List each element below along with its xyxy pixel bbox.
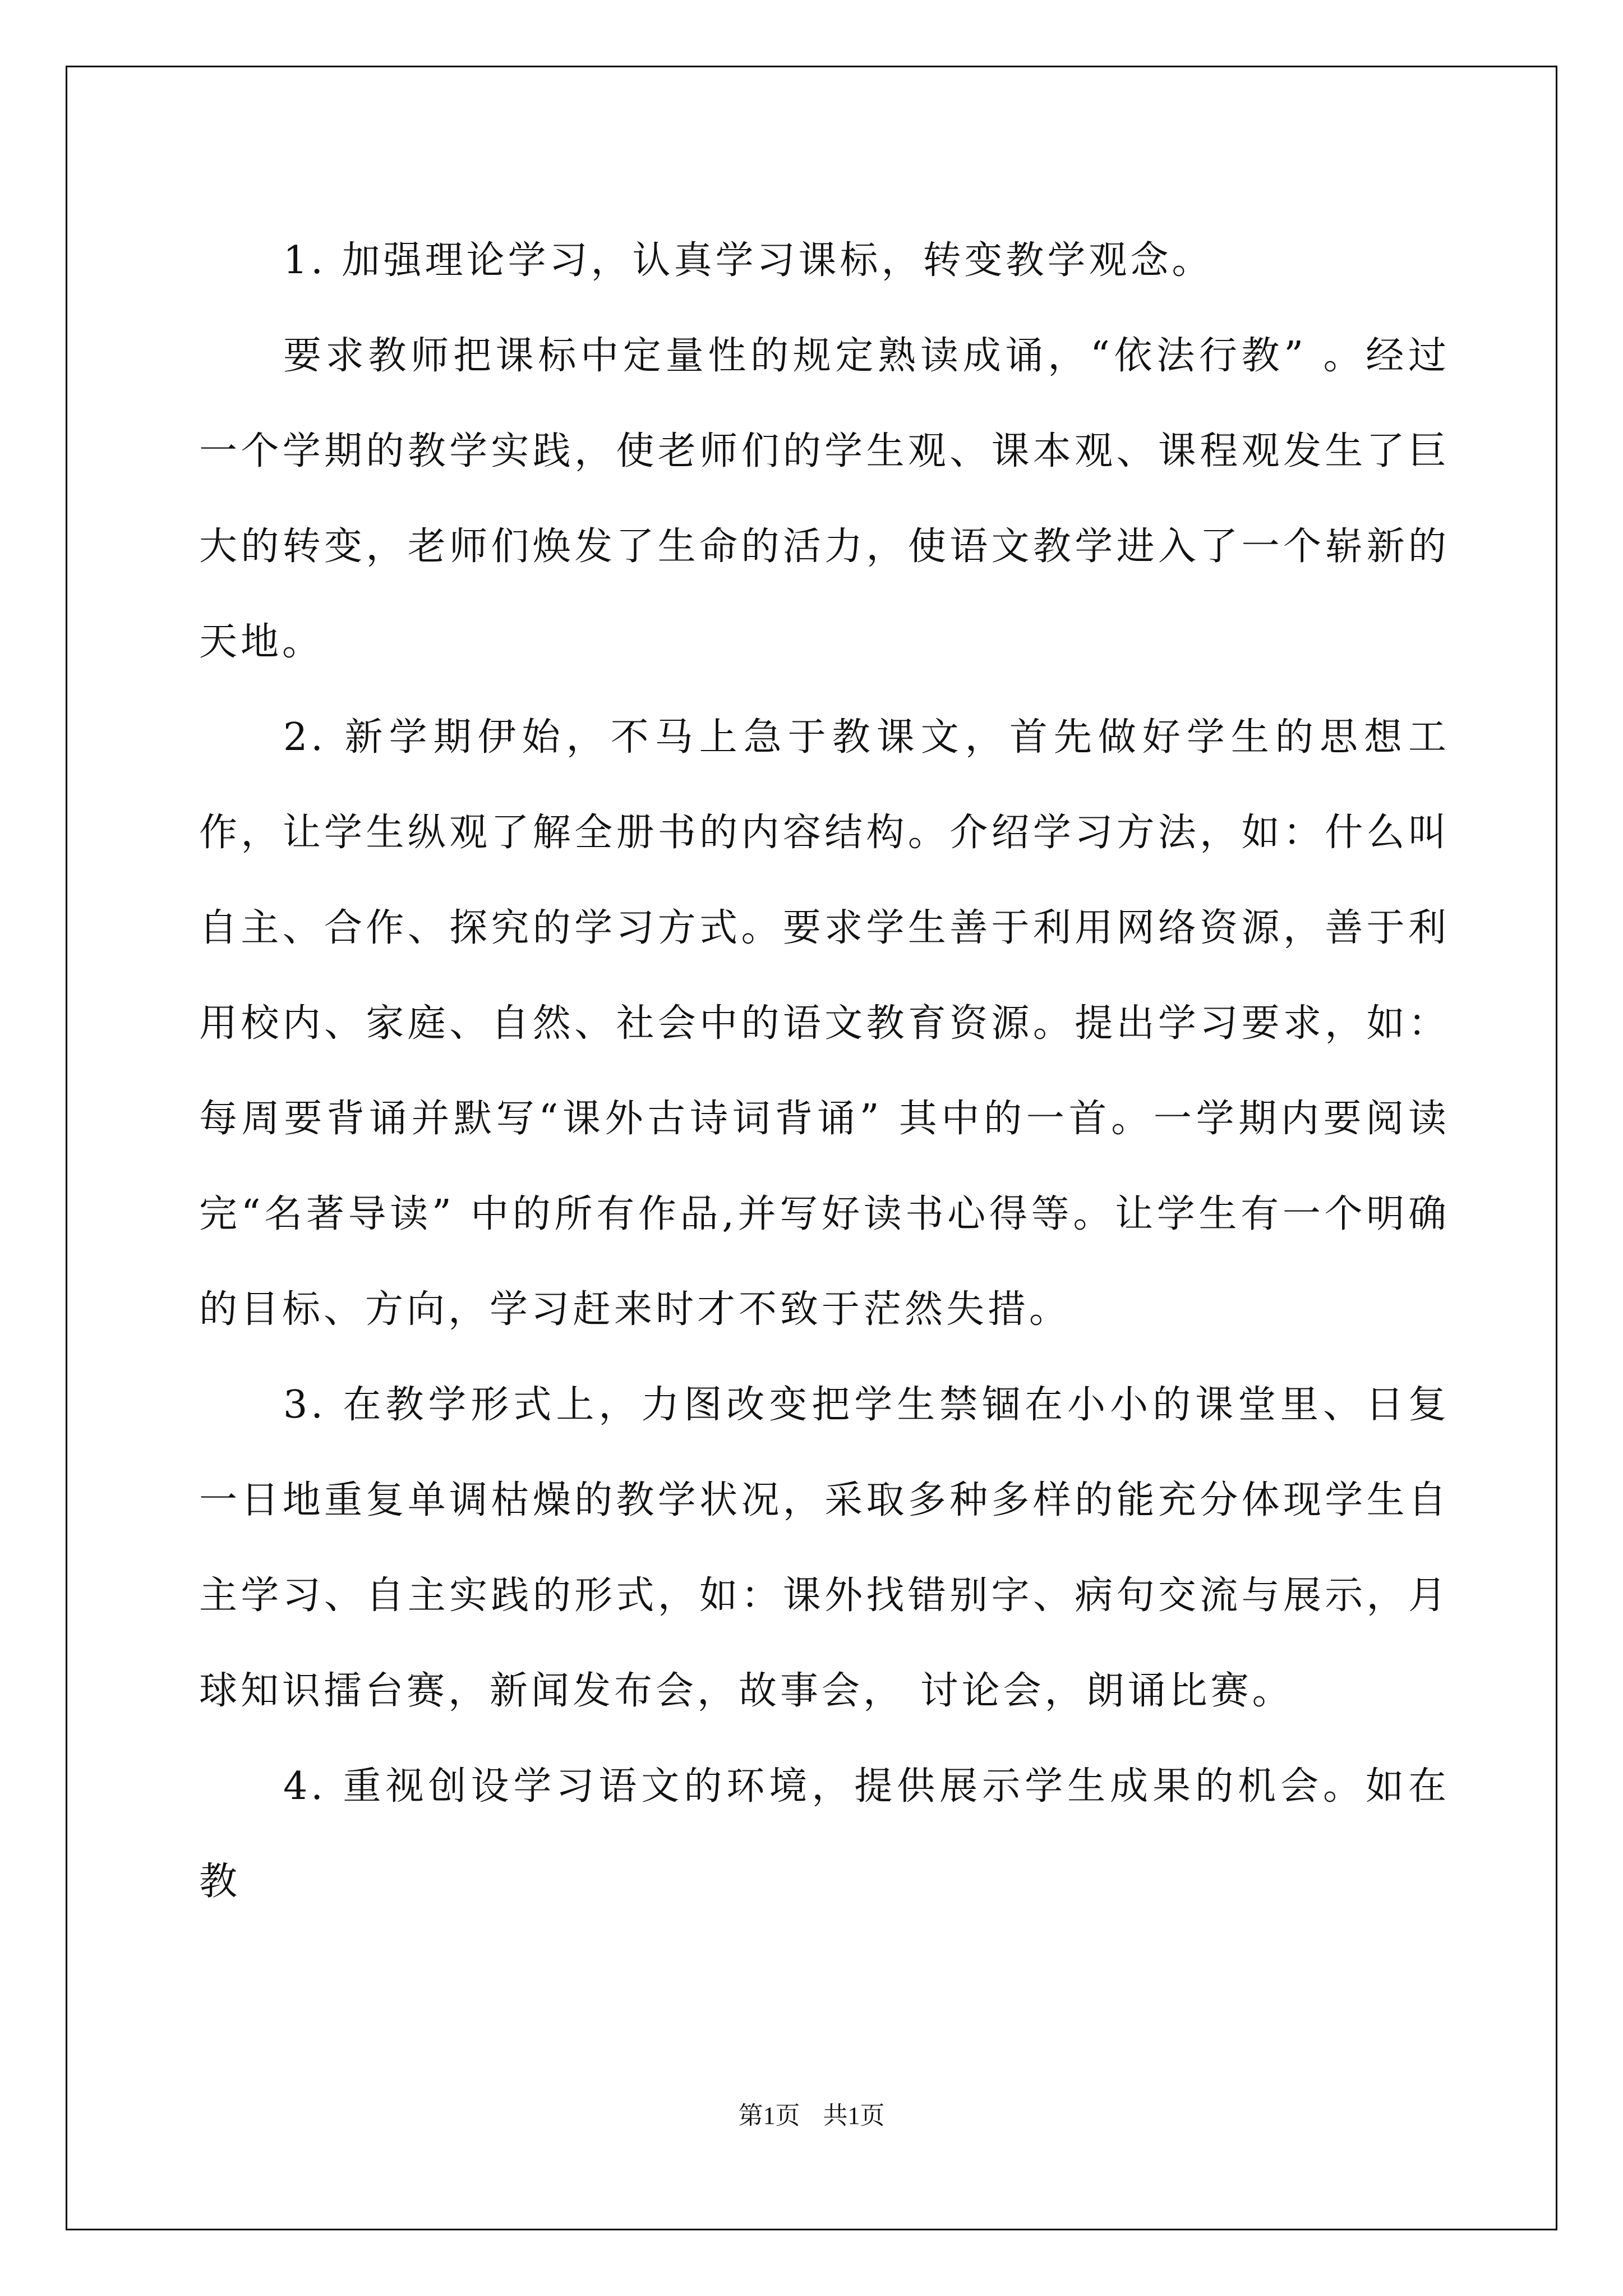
- page-footer: [0, 2095, 1623, 2131]
- paragraph-2: 要求教师把课标中定量性的规定熟读成诵，“依法行教” 。经过一个学期的教学实践，使老师们的学生观、课本观、课程观发生了巨大的转变，老师们焕发了生命的活力，使语文教学进入了一个崭新的天地。: [199, 334, 1450, 664]
- paragraph-3: 2. 新学期伊始，不马上急于教课文，首先做好学生的思想工作，让学生纵观了解全册书的内容结构。介绍学习方法，如：什么叫自主、合作、探究的学习方式。要求学生善于利用网络资源，善于利用校内、家庭、自然、社会中的语文教育资源。提出学习要求，如：每周要背诵并默写“课外古诗词背诵” 其中的一首。一学期内要阅读完“名著导读” 中的所有作品,并写好读书心得等。让学生有一个明确的目标、方向，学习赶来时才不致于茫然失措。: [199, 715, 1450, 1332]
- paragraph-5: 4. 重视创设学习语文的环境，提供展示学生成果的机会。如在教: [199, 1764, 1450, 1904]
- paragraph-1: 1. 加强理论学习，认真学习课标，转变教学观念。: [283, 238, 1214, 283]
- page-number: 第1页: [738, 2102, 800, 2129]
- page-total: 共1页: [823, 2102, 885, 2129]
- paragraph-4: 3. 在教学形式上，力图改变把学生禁锢在小小的课堂里、日复一日地重复单调枯燥的教学状况，采取多种多样的能充分体现学生自主学习、自主实践的形式，如：课外找错别字、病句交流与展示，月球知识擂台赛，新闻发布会，故事会， 讨论会，朗诵比赛。: [199, 1383, 1450, 1713]
- document-body: [199, 213, 1450, 1930]
